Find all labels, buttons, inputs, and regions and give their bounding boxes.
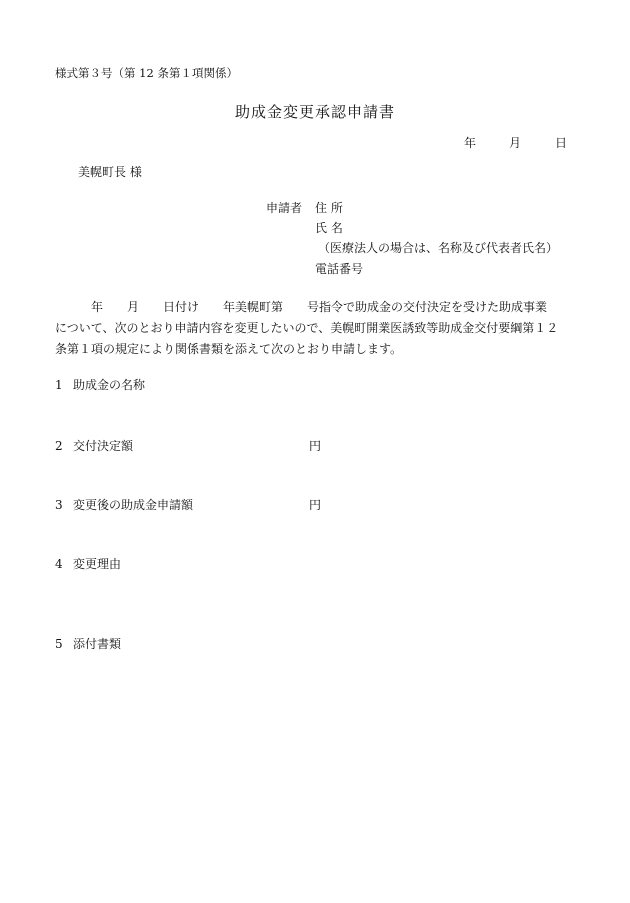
body-paragraph xyxy=(55,297,585,360)
revised-amount-unit: 円 xyxy=(309,498,322,512)
item-number: 1 xyxy=(55,378,63,392)
document-title: 助成金変更承認申請書 xyxy=(234,103,395,121)
date-month-label: 月 xyxy=(509,136,522,150)
date-day-label: 日 xyxy=(555,136,568,150)
item-attachments xyxy=(55,638,121,650)
item-revised-amount xyxy=(55,499,193,511)
decided-amount-unit: 円 xyxy=(309,439,322,453)
applicant-label: 申請者 xyxy=(266,201,303,215)
item-label: 交付決定額 xyxy=(73,439,134,453)
item-label: 変更後の助成金申請額 xyxy=(73,498,194,512)
item-number: 5 xyxy=(55,637,63,651)
applicant-address-label: 住 所 xyxy=(315,201,343,215)
body-line-3: 条第１項の規定により関係書類を添えて次のとおり申請します。 xyxy=(55,342,403,356)
date-line xyxy=(464,137,567,149)
item-number: 3 xyxy=(55,498,63,512)
applicant-name-label: 氏 名 xyxy=(315,221,343,235)
item-label: 助成金の名称 xyxy=(73,378,146,392)
item-decided-amount xyxy=(55,440,133,452)
form-number: 様式第３号（第 12 条第１項関係） xyxy=(55,66,238,80)
item-number: 2 xyxy=(55,439,63,453)
addressee: 美幌町長 様 xyxy=(78,165,142,179)
date-year-label: 年 xyxy=(464,136,477,150)
applicant-name-note: （医療法人の場合は、名称及び代表者氏名） xyxy=(318,241,559,255)
item-number: 4 xyxy=(55,557,63,571)
item-change-reason xyxy=(55,558,121,570)
item-label: 添付書類 xyxy=(73,637,122,651)
applicant-phone-label: 電話番号 xyxy=(315,262,364,276)
body-line-2: について、次のとおり申請内容を変更したいので、美幌町開業医誘致等助成金交付要綱第１２ xyxy=(55,321,559,335)
item-label: 変更理由 xyxy=(73,557,122,571)
body-line-1: 年 月 日付け 年美幌町第 号指令で助成金の交付決定を受けた助成事業 xyxy=(55,300,548,314)
item-grant-name xyxy=(55,379,145,391)
